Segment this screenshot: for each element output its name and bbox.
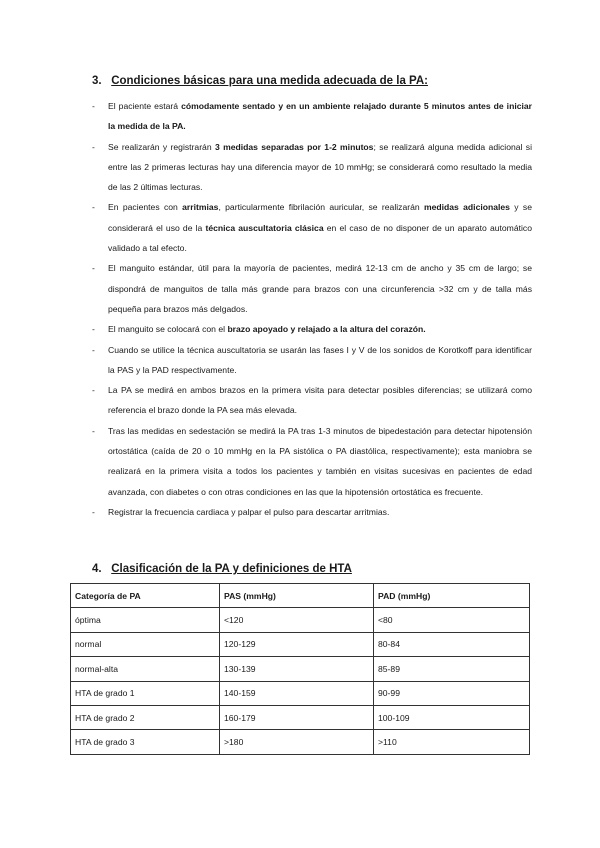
bold-text: 3 medidas separadas por 1-2 minutos [214, 141, 374, 152]
bullet-dash: - [92, 425, 95, 436]
table-row [71, 705, 530, 729]
bold-text: medidas adicionales [423, 202, 510, 213]
table-row [71, 657, 530, 681]
list-item [92, 258, 532, 319]
list-item [92, 96, 532, 137]
bullet-dash: - [92, 263, 95, 274]
table-cell: normal [71, 632, 220, 656]
table-cell: 90-99 [374, 681, 530, 705]
section-4-title: Clasificación de la PA y definiciones de HTA [111, 563, 352, 575]
section-3-title: Condiciones básicas para una medida adecuada de la PA: [111, 75, 428, 87]
table-cell: normal-alta [71, 657, 220, 681]
table-cell: >180 [220, 730, 374, 754]
table-cell: HTA de grado 3 [71, 730, 220, 754]
table-cell: HTA de grado 2 [71, 705, 220, 729]
bullet-dash: - [92, 324, 95, 335]
section-3-bullet-list [92, 96, 532, 522]
bold-text: cómodamente sentado y en un ambiente relajado durante 5 minutos antes de iniciar la medida de la PA. [108, 101, 532, 132]
table-cell: 85-89 [374, 657, 530, 681]
text: Tras las medidas en sedestación se medirá la PA tras 1-3 minutos de bipedestación para detectar hipotensión ortostática (caída de 20 o 10 mmHg en la PA sistólica o PA diastólica, respectivamente); esta maniobra se realizará en la primera visita a todos los pacientes y también en visitas sucesivas en pacientes de edad avanzada, con diabetes o con otras condiciones en las que la hipotensión ortostática es frecuente. [108, 425, 532, 497]
bullet-dash: - [92, 385, 95, 396]
table-row [71, 730, 530, 754]
text: , particularmente fibrilación auricular, se realizarán [218, 202, 424, 213]
table-row [71, 681, 530, 705]
bullet-dash: - [92, 506, 95, 517]
table-cell: <80 [374, 608, 530, 632]
header-category: Categoría de PA [71, 584, 220, 608]
table-cell: HTA de grado 1 [71, 681, 220, 705]
list-item [92, 380, 532, 421]
text: El paciente estará [108, 101, 182, 111]
table-body [71, 608, 530, 754]
text: Registrar la frecuencia cardiaca y palpar el pulso para descartar arritmias. [108, 506, 390, 517]
table-cell: 140-159 [220, 681, 374, 705]
header-pas: PAS (mmHg) [220, 584, 374, 608]
bullet-dash: - [92, 141, 95, 152]
list-item [92, 502, 532, 522]
bullet-dash: - [92, 344, 95, 355]
section-3-number: 3. [92, 75, 102, 87]
text: Se realizarán y registrarán [108, 141, 215, 152]
table-cell: <120 [220, 608, 374, 632]
bold-text: brazo apoyado y relajado a la altura del corazón. [227, 324, 426, 335]
table-cell: 130-139 [220, 657, 374, 681]
table-cell: >110 [374, 730, 530, 754]
header-pad: PAD (mmHg) [374, 584, 530, 608]
table-header-row [71, 584, 530, 608]
list-item [92, 197, 532, 258]
table-row [71, 608, 530, 632]
table-row [71, 632, 530, 656]
list-item [92, 421, 532, 502]
text: Cuando se utilice la técnica auscultatoria se usarán las fases I y V de los sonidos de Korotkoff para identificar la PAS y la PAD respectivamente. [108, 344, 532, 375]
table-cell: 160-179 [220, 705, 374, 729]
text: en el caso de no disponer de un aparato automático validado a tal efecto. [108, 222, 532, 254]
text: El manguito estándar, útil para la mayoría de pacientes, medirá 12-13 cm de ancho y 35 cm de largo; se dispondrá de manguitos de talla más grande para brazos con una circunferencia >32 cm y de talla más pequeña para brazos más delgados. [108, 263, 532, 314]
table-cell: óptima [71, 608, 220, 632]
section-4-heading [92, 563, 352, 575]
bullet-dash: - [92, 101, 95, 111]
text: El manguito se colocará con el [108, 324, 228, 335]
section-3-heading [92, 75, 428, 87]
text: En pacientes con [108, 202, 183, 213]
bold-text: técnica auscultatoria clásica [205, 222, 324, 233]
list-item [92, 137, 532, 198]
text: La PA se medirá en ambos brazos en la primera visita para detectar posibles diferencias; se utilizará como referencia el brazo donde la PA sea más elevada. [108, 385, 532, 416]
list-item [92, 340, 532, 381]
pa-classification-table [70, 583, 530, 755]
table-cell: 80-84 [374, 632, 530, 656]
bold-text: arritmias [182, 202, 219, 213]
bullet-dash: - [92, 202, 95, 213]
section-4-number: 4. [92, 563, 102, 575]
table-cell: 100-109 [374, 705, 530, 729]
table-cell: 120-129 [220, 632, 374, 656]
list-item [92, 319, 532, 339]
text: y se considerará el uso de la [108, 202, 532, 233]
text: ; se realizará alguna medida adicional si entre las 2 primeras lecturas hay una diferencia mayor de 10 mmHg; se considerará como resultado la media de las 2 últimas lecturas. [108, 141, 532, 193]
